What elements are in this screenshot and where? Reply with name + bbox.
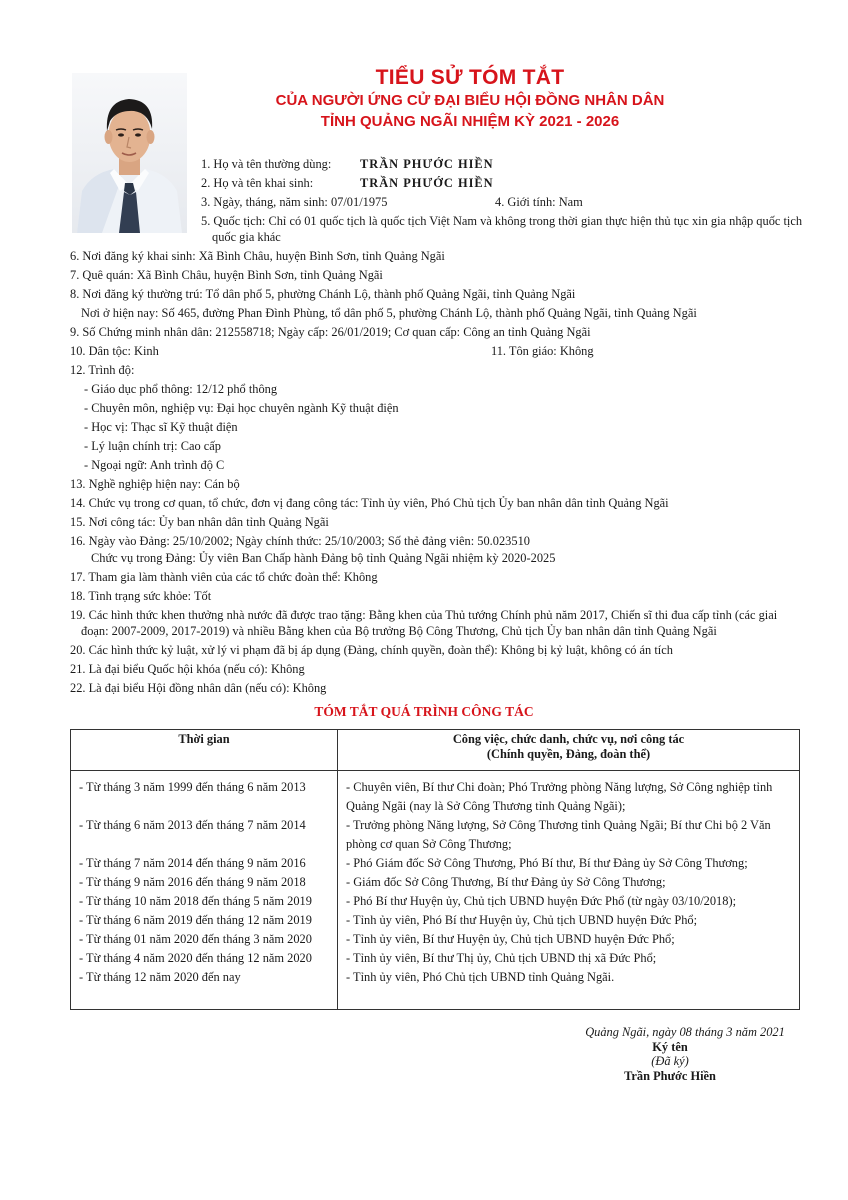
professional-degree: - Chuyên môn, nghiệp vụ: Đại học chuyên ngành Kỹ thuật điện: [84, 401, 399, 415]
time-header-text: Thời gian: [178, 732, 230, 746]
ethnicity: 10. Dân tộc: Kinh: [70, 344, 159, 358]
nationality: 5. Quốc tịch: Chỉ có 01 quốc tịch là quốc tịch Việt Nam và không trong thời gian thực hiện thủ tục xin gia nhập quốc tịch: [201, 214, 803, 228]
awards-cont: đoạn: 2007-2009, 2017-2019) và nhiều Bằng khen của Bộ trưởng Bộ Công Thương, Chủ tịch Ủy ban nhân dân tỉnh Quảng Ngãi: [81, 624, 717, 638]
time-cell: [71, 771, 338, 1010]
nationality-cont: quốc gia khác: [212, 230, 281, 244]
duty-header-line-1: Công việc, chức danh, chức vụ, nơi công tác: [452, 732, 685, 746]
organizations: 17. Tham gia làm thành viên của các tổ chức đoàn thể: Không: [70, 570, 378, 584]
time-entry: - Từ tháng 7 năm 2014 đến tháng 9 năm 2016: [79, 856, 306, 870]
time-entry: - Từ tháng 12 năm 2020 đến nay: [79, 970, 241, 984]
academic-degree: - Học vị: Thạc sĩ Kỹ thuật điện: [84, 420, 238, 434]
current-residence: Nơi ở hiện nay: Số 465, đường Phan Đình Phùng, tổ dân phố 5, phường Chánh Lộ, thành phố Quảng Ngãi, tỉnh Quảng Ngãi: [81, 306, 697, 320]
time-entry: - Từ tháng 4 năm 2020 đến tháng 12 năm 2020: [79, 951, 312, 965]
duty-cell: [338, 771, 800, 1010]
birth-date: 3. Ngày, tháng, năm sinh: 07/01/1975: [201, 195, 388, 209]
time-entry: - Từ tháng 6 năm 2019 đến tháng 12 năm 2019: [79, 913, 312, 927]
duty-entry: - Tỉnh ủy viên, Phó Bí thư Huyện ủy, Chủ tịch UBND huyện Đức Phổ;: [346, 913, 698, 927]
duty-entry: - Tỉnh ủy viên, Phó Chủ tịch UBND tỉnh Quảng Ngãi.: [346, 970, 615, 984]
time-entry: - Từ tháng 10 năm 2018 đến tháng 5 năm 2019: [79, 894, 312, 908]
place-and-date: Quảng Ngãi, ngày 08 tháng 3 năm 2021: [585, 1025, 785, 1039]
birth-name-value: TRẦN PHƯỚC HIỀN: [360, 176, 494, 190]
work-history-title: TÓM TẮT QUÁ TRÌNH CÔNG TÁC: [314, 704, 534, 719]
common-name-label: 1. Họ và tên thường dùng:: [201, 157, 332, 171]
party-position: Chức vụ trong Đảng: Ủy viên Ban Chấp hành Đảng bộ tỉnh Quảng Ngãi nhiệm kỳ 2020-2025: [91, 551, 556, 565]
national-assembly: 21. Là đại biểu Quốc hội khóa (nếu có): Không: [70, 662, 305, 676]
work-history-table: [70, 729, 800, 1010]
time-entry: - Từ tháng 6 năm 2013 đến tháng 7 năm 2014: [79, 818, 306, 832]
document-subtitle-2: TỈNH QUẢNG NGÃI NHIỆM KỲ 2021 - 2026: [320, 113, 620, 130]
general-education: - Giáo dục phổ thông: 12/12 phổ thông: [84, 382, 278, 396]
duty-entry: - Phó Bí thư Huyện ủy, Chủ tịch UBND huyện Đức Phổ (từ ngày 03/10/2018);: [346, 894, 737, 908]
awards: 19. Các hình thức khen thưởng nhà nước đã được trao tặng: Bằng khen của Thủ tướng Chính phủ năm 2017, Chiến sĩ thi đua cấp tỉnh (các giai: [70, 608, 778, 622]
permanent-residence: 8. Nơi đăng ký thường trú: Tổ dân phố 5, phường Chánh Lộ, thành phố Quảng Ngãi, tỉnh Quảng Ngãi: [70, 287, 576, 301]
duty-entry: - Trưởng phòng Năng lượng, Sở Công Thương tỉnh Quảng Ngãi; Bí thư Chi bộ 2 Văn phòng cơ quan Sở Công Thương;: [346, 818, 771, 851]
birth-name-label: 2. Họ và tên khai sinh:: [201, 176, 314, 190]
education-heading: 12. Trình độ:: [70, 363, 135, 377]
duty-entry: - Giám đốc Sở Công Thương, Bí thư Đảng ủy Sở Công Thương;: [346, 875, 666, 889]
political-theory: - Lý luận chính trị: Cao cấp: [84, 439, 221, 453]
signed-note: (Đã ký): [651, 1054, 689, 1068]
foreign-language: - Ngoại ngữ: Anh trình độ C: [84, 458, 225, 472]
sign-label: Ký tên: [652, 1040, 688, 1054]
hometown: 7. Quê quán: Xã Bình Châu, huyện Bình Sơn, tỉnh Quảng Ngãi: [70, 268, 383, 282]
time-entry: - Từ tháng 9 năm 2016 đến tháng 9 năm 2018: [79, 875, 306, 889]
religion: 11. Tôn giáo: Không: [491, 344, 594, 358]
disciplinary: 20. Các hình thức kỷ luật, xử lý vi phạm đã bị áp dụng (Đảng, chính quyền, đoàn thể): Không bị kỷ luật, không có án tích: [70, 643, 673, 657]
table-row: [71, 771, 800, 1010]
id-card: 9. Số Chứng minh nhân dân: 212558718; Ngày cấp: 26/01/2019; Cơ quan cấp: Công an tỉnh Quảng Ngãi: [70, 325, 591, 339]
workplace: 15. Nơi công tác: Ủy ban nhân dân tỉnh Quảng Ngãi: [70, 515, 329, 529]
duty-entry: - Chuyên viên, Bí thư Chi đoàn; Phó Trưởng phòng Năng lượng, Sở Công nghiệp tỉnh Quảng Ngãi (nay là Sở Công Thương tỉnh Quảng Ngãi);: [346, 780, 773, 813]
duty-header-line-2: (Chính quyền, Đảng, đoàn thể): [486, 747, 651, 761]
duty-entry: - Tỉnh ủy viên, Bí thư Thị ủy, Chủ tịch UBND thị xã Đức Phổ;: [346, 951, 657, 965]
birth-registration: 6. Nơi đăng ký khai sinh: Xã Bình Châu, huyện Bình Sơn, tỉnh Quảng Ngãi: [70, 249, 445, 263]
party-admission: 16. Ngày vào Đảng: 25/10/2002; Ngày chính thức: 25/10/2003; Số thẻ đảng viên: 50.023510: [70, 534, 530, 548]
health-status: 18. Tình trạng sức khỏe: Tốt: [70, 589, 212, 603]
signer-name: Trần Phước Hiền: [624, 1069, 716, 1083]
document-subtitle-1: CỦA NGƯỜI ỨNG CỬ ĐẠI BIỂU HỘI ĐỒNG NHÂN DÂN: [275, 92, 665, 109]
table-header-row: [71, 730, 800, 771]
current-position: 14. Chức vụ trong cơ quan, tổ chức, đơn vị đang công tác: Tỉnh ủy viên, Phó Chủ tịch Ủy ban nhân dân tỉnh Quảng Ngãi: [70, 496, 669, 510]
duty-column-header: [338, 730, 800, 771]
duty-entry: - Tỉnh ủy viên, Bí thư Huyện ủy, Chủ tịch UBND huyện Đức Phổ;: [346, 932, 675, 946]
gender: 4. Giới tính: Nam: [495, 195, 583, 209]
time-entry: - Từ tháng 3 năm 1999 đến tháng 6 năm 2013: [79, 780, 306, 794]
occupation: 13. Nghề nghiệp hiện nay: Cán bộ: [70, 477, 240, 491]
time-entry: - Từ tháng 01 năm 2020 đến tháng 3 năm 2020: [79, 932, 312, 946]
time-column-header: [71, 730, 338, 771]
duty-entry: - Phó Giám đốc Sở Công Thương, Phó Bí thư, Bí thư Đảng ủy Sở Công Thương;: [346, 856, 748, 870]
peoples-council: 22. Là đại biểu Hội đồng nhân dân (nếu có): Không: [70, 681, 327, 695]
common-name-value: TRẦN PHƯỚC HIỀN: [360, 157, 494, 171]
document-title: TIỂU SỬ TÓM TẮT: [375, 66, 565, 89]
candidate-photo: [72, 73, 187, 233]
